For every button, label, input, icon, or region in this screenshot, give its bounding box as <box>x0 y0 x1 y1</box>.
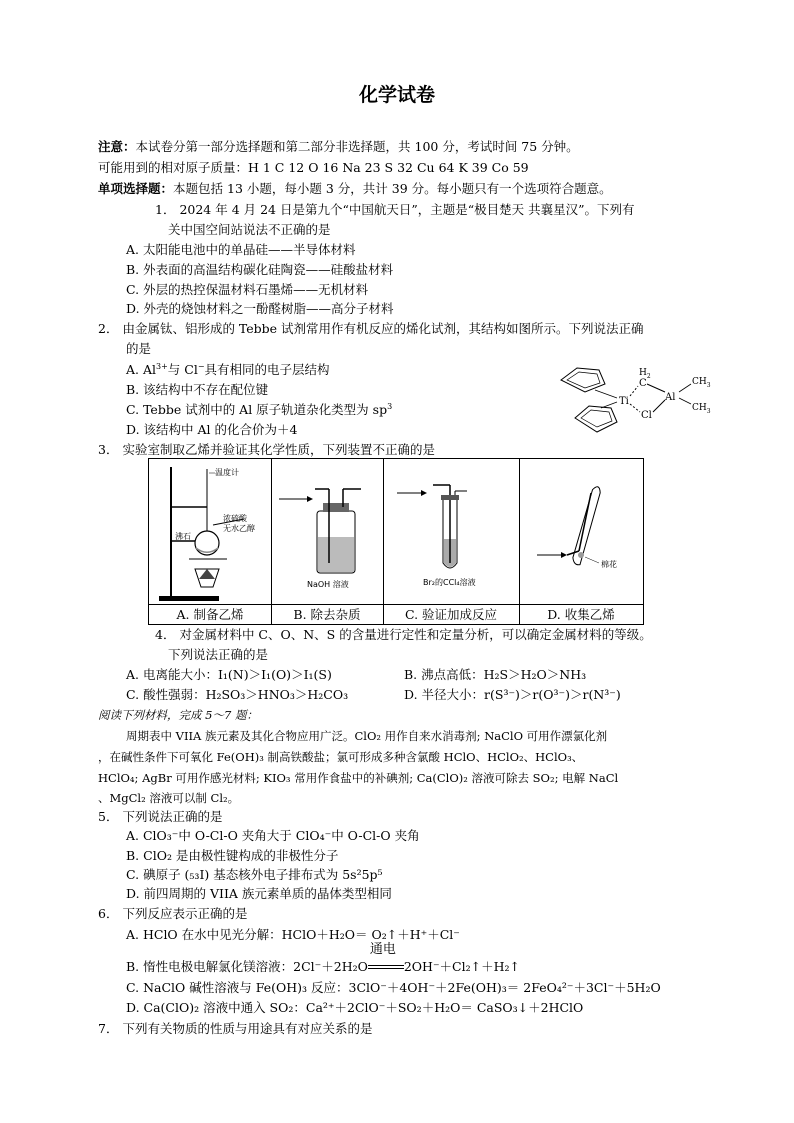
section-label: 单项选择题： <box>98 181 174 196</box>
q4-stem-2: 下列说法正确的是 <box>168 647 269 662</box>
reading-line-3: HClO₄; AgBr 可用作感光材料; KIO₃ 常用作食盐中的补碘剂; Ca(ClO)₂ 溶液可除去 SO₂; 电解 NaCl <box>98 771 619 785</box>
q4-option-c: C. 酸性强弱：H₂SO₃＞HNO₃＞H₂CO₃ <box>126 687 349 702</box>
q3-cell-d <box>519 459 643 624</box>
ch3-bottom: $CH_3$ <box>692 403 711 415</box>
q3-stem: 3． 实验室制取乙烯并验证其化学性质，下列装置不正确的是 <box>98 442 435 457</box>
q3-apparatus-table <box>148 458 644 625</box>
thermometer-label: 温度计 <box>215 468 239 477</box>
acid-label: 浓硫酸 <box>223 514 247 523</box>
q5-stem: 5． 下列说法正确的是 <box>98 809 223 824</box>
electrolysis-label: 通电 <box>369 941 396 957</box>
notice <box>98 138 579 156</box>
q1-option-b: B. 外表面的高温结构碳化硅陶瓷——硅酸盐材料 <box>126 262 394 277</box>
q6-option-d: D. Ca(ClO)₂ 溶液中通入 SO₂：Ca²⁺＋2ClO⁻＋SO₂＋H₂O＝ CaSO₃↓＋2HClO <box>126 1000 584 1015</box>
ethylene-prep-apparatus <box>149 459 271 605</box>
section-text: 本题包括 13 小题，每小题 3 分，共计 39 分。每小题只有一个选项符合题意。 <box>173 181 612 196</box>
q5-option-a: A. ClO₃⁻中 O-Cl-O 夹角大于 ClO₄⁻中 O-Cl-O 夹角 <box>126 828 420 843</box>
reading-line-1: 周期表中 VIIA 族元素及其化合物应用广泛。ClO₂ 用作自来水消毒剂; NaClO 可用作漂氯化剂 <box>126 729 608 743</box>
q1-stem-1: 1． 2024 年 4 月 24 日是第九个“中国航天日”，主题是“极目楚天 共襄星汉”。下列有 <box>155 202 635 217</box>
q2-stem-1: 2． 由金属钛、铝形成的 Tebbe 试剂常用作有机反应的烯化试剂，其结构如图所示。下列说法正确 <box>98 321 644 336</box>
br2-label: Br₂的CCl₄溶液 <box>423 578 476 587</box>
q6-option-c: C. NaClO 碱性溶液与 Fe(OH)₃ 反应：3ClO⁻＋4OH⁻＋2Fe(OH)₃＝ 2FeO₄²⁻＋3Cl⁻＋5H₂O <box>126 980 661 995</box>
boiling-chip-label: 沸石 <box>175 532 191 541</box>
q1-option-a: A. 太阳能电池中的单晶硅——半导体材料 <box>126 242 356 257</box>
q5-option-c: C. 碘原子 (₅₃I) 基态核外电子排布式为 5s²5p⁵ <box>126 867 383 882</box>
q1-option-d: D. 外壳的烧蚀材料之一酚醛树脂——高分子材料 <box>126 301 394 316</box>
q2-option-b: B. 该结构中不存在配位键 <box>126 382 269 397</box>
notice-label: 注意： <box>98 139 136 154</box>
q3-cell-a <box>149 459 272 624</box>
q2-option-c: C. Tebbe 试剂中的 Al 原子轨道杂化类型为 $sp^3$ <box>126 401 393 417</box>
q6-option-a: A. HClO 在水中见光分解：HClO＋H₂O＝ O₂↑＋H⁺＋Cl⁻ <box>126 927 460 942</box>
atomic-mass-line: 可能用到的相对原子质量：H 1 C 12 O 16 Na 23 S 32 Cu 64 K 39 Co 59 <box>98 160 529 175</box>
q6-option-b: B. 惰性电极电解氯化镁溶液：2Cl⁻＋2H₂O 通电 2OH⁻＋Cl₂↑＋H₂↑ <box>126 941 520 974</box>
q4-option-d: D. 半径大小：r(S³⁻)＞r(O³⁻)＞r(N³⁻) <box>404 687 621 702</box>
gas-washing-bottle <box>271 459 383 605</box>
q2-option-d: D. 该结构中 Al 的化合价为＋4 <box>126 422 298 437</box>
q1-stem-2: 关中国空间站说法不正确的是 <box>168 222 331 237</box>
bromine-test-tube <box>383 459 519 605</box>
cotton-label: 棉花 <box>601 560 617 569</box>
caption-c: C. 验证加成反应 <box>383 604 519 624</box>
ch3-top: $CH_3$ <box>692 377 711 389</box>
c-atom: C <box>639 378 647 389</box>
q4-stem-1: 4． 对金属材料中 C、O、N、S 的含量进行定性和定量分析，可以确定金属材料的等级。 <box>155 627 652 642</box>
q4-option-b: B. 沸点高低：H₂S＞H₂O＞NH₃ <box>404 667 587 682</box>
q5-option-b: B. ClO₂ 是由极性键构成的非极性分子 <box>126 848 339 863</box>
q6-stem: 6． 下列反应表示正确的是 <box>98 906 248 921</box>
q5-option-d: D. 前四周期的 VIIA 族元素单质的晶体类型相同 <box>126 886 392 901</box>
notice-text: 本试卷分第一部分选择题和第二部分非选择题，共 100 分，考试时间 75 分钟。 <box>135 139 579 154</box>
cl-atom: Cl <box>641 410 652 421</box>
q2-stem-2: 的是 <box>126 341 152 356</box>
q2-option-a: A. $Al^{3+}$与 Cl−具有相同的电子层结构 <box>126 361 330 377</box>
reading-intro: 阅读下列材料，完成 5～7 题： <box>98 708 258 722</box>
caption-b: B. 除去杂质 <box>271 604 383 624</box>
h2-label: $H_2$ <box>639 368 651 380</box>
page-title: 化学试卷 <box>358 84 435 106</box>
reading-line-4: 、MgCl₂ 溶液可以制 Cl₂。 <box>98 791 240 805</box>
caption-a: A. 制备乙烯 <box>149 604 271 624</box>
naoh-label: NaOH 溶液 <box>307 580 349 589</box>
electrolysis-arrow <box>368 941 404 975</box>
q4-option-a: A. 电离能大小：I₁(N)＞I₁(O)＞I₁(S) <box>126 667 332 682</box>
q3-cell-c <box>383 459 520 624</box>
section-header <box>98 180 612 198</box>
ti-atom: Ti <box>619 396 629 407</box>
q1-option-c: C. 外层的热控保温材料石墨烯——无机材料 <box>126 282 369 297</box>
q7-stem: 7． 下列有关物质的性质与用途具有对应关系的是 <box>98 1021 373 1036</box>
tebbe-structure-figure <box>555 360 730 440</box>
reading-line-2: ，在碱性条件下可氧化 Fe(OH)₃ 制高铁酸盐；氯可形成多种含氯酸 HClO、HClO₂、HClO₃、 <box>98 750 584 764</box>
al-atom: Al <box>665 392 676 403</box>
ethanol-label: 无水乙醇 <box>223 524 255 533</box>
q3-cell-b <box>271 459 384 624</box>
gas-collection-tube <box>519 459 643 605</box>
caption-d: D. 收集乙烯 <box>519 604 643 624</box>
